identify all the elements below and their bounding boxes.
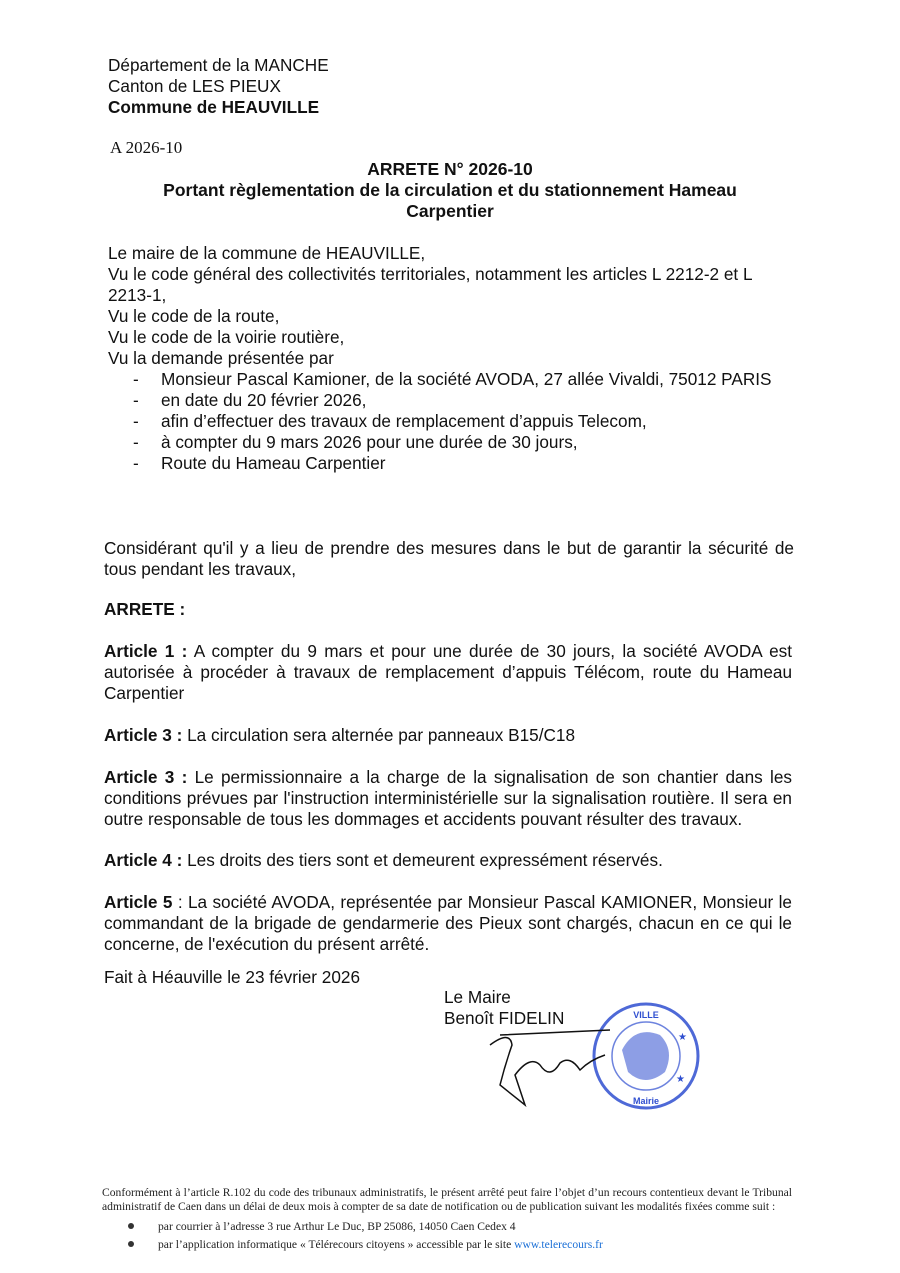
svg-text:VILLE: VILLE	[633, 1010, 659, 1020]
telerecours-link[interactable]: www.telerecours.fr	[514, 1238, 603, 1251]
preamble	[108, 243, 793, 474]
telerecours-text: par l’application informatique « Télérecours citoyens » accessible par le site	[158, 1238, 512, 1251]
request-details	[108, 369, 793, 474]
list-item	[102, 1236, 792, 1254]
signatory	[444, 987, 564, 1029]
list-item: - Route du Hameau Carpentier	[133, 453, 386, 473]
vu-demande: Vu la demande présentée par	[108, 348, 334, 368]
article-label: Article 3 :	[104, 767, 188, 787]
item-text: Monsieur Pascal Kamioner, de la société AVODA, 27 allée Vivaldi, 75012 PARIS	[161, 369, 772, 389]
bullet-icon	[128, 1223, 134, 1229]
vu-cgct-cont: 2213-1,	[108, 285, 167, 305]
legal-notice	[102, 1186, 792, 1254]
commune: Commune de HEAUVILLE	[108, 97, 320, 117]
article-text: Le permissionnaire a la charge de la signalisation de son chantier dans les conditions prévues par l'instruction interministérielle sur la signalisation routière. Il sera en outre responsable de tous les dommages et accidents pouvant résulter des travaux.	[104, 767, 792, 829]
signatory-title: Le Maire	[444, 987, 511, 1007]
appeal-notice: Conformément à l’article R.102 du code des tribunaux administratifs, le présent arrêté peut faire l’objet d’un recours contentieux devant le Tribunal administratif de Caen dans un délai de deux mois à compter de sa date de notification ou de publication suivant les modalités fixées comme suit :	[102, 1186, 792, 1213]
article-1	[104, 641, 792, 704]
item-text: en date du 20 février 2026,	[161, 390, 367, 410]
list-item: - afin d’effectuer des travaux de remplacement d’appuis Telecom,	[133, 411, 647, 431]
bullet-icon	[128, 1241, 134, 1247]
article-4	[104, 850, 792, 871]
article-label: Article 5	[104, 892, 173, 912]
considerant: Considérant qu'il y a lieu de prendre des mesures dans le but de garantir la sécurité de tous pendant les travaux,	[104, 538, 794, 579]
document-title	[100, 159, 800, 222]
list-item	[102, 1218, 792, 1236]
place-date: Fait à Héauville le 23 février 2026	[104, 967, 361, 987]
svg-text:Mairie: Mairie	[632, 1096, 660, 1106]
postal-address: par courrier à l’adresse 3 rue Arthur Le Duc, BP 25086, 14050 Caen Cedex 4	[158, 1220, 516, 1233]
list-item: - à compter du 9 mars 2026 pour une durée de 30 jours,	[133, 432, 578, 452]
article-text: : La société AVODA, représentée par Monsieur Pascal KAMIONER, Monsieur le commandant de la brigade de gendarmerie des Pieux sont chargés, chacun en ce qui le concerne, de l'exécution du présent arrêté.	[104, 892, 792, 954]
appeal-methods	[102, 1218, 792, 1254]
arrete-label: ARRETE :	[104, 599, 186, 619]
vu-voirie: Vu le code de la voirie routière,	[108, 327, 345, 347]
department: Département de la MANCHE	[108, 55, 329, 75]
article-text: A compter du 9 mars et pour une durée de 30 jours, la société AVODA est autorisée à procéder à travaux de remplacement d’appuis Télécom, route du Hameau Carpentier	[104, 641, 793, 703]
article-2	[104, 725, 792, 746]
reference-number: A 2026-10	[110, 138, 183, 157]
item-text: à compter du 9 mars 2026 pour une durée de 30 jours,	[161, 432, 578, 452]
title-subject: Portant règlementation de la circulation et du stationnement Hameau	[163, 180, 737, 200]
article-label: Article 1 :	[104, 641, 188, 661]
vu-cgct: Vu le code général des collectivités territoriales, notamment les articles L 2212-2 et L	[108, 264, 753, 284]
item-text: Route du Hameau Carpentier	[161, 453, 386, 473]
issuer-header	[108, 55, 329, 118]
mayor-line: Le maire de la commune de HEAUVILLE,	[108, 243, 426, 263]
vu-code-route: Vu le code de la route,	[108, 306, 280, 326]
signatory-name: Benoît FIDELIN	[444, 1008, 565, 1028]
canton: Canton de LES PIEUX	[108, 76, 281, 96]
article-text: Les droits des tiers sont et demeurent expressément réservés.	[187, 850, 663, 870]
article-3	[104, 767, 792, 830]
svg-text:★: ★	[676, 1074, 685, 1085]
item-text: afin d’effectuer des travaux de remplacement d’appuis Telecom,	[161, 411, 647, 431]
list-item: - en date du 20 février 2026,	[133, 390, 367, 410]
svg-text:★: ★	[678, 1032, 687, 1043]
article-text: La circulation sera alternée par panneaux B15/C18	[187, 725, 576, 745]
article-5	[104, 892, 792, 955]
title-number: ARRETE N° 2026-10	[367, 159, 533, 179]
article-label: Article 4 :	[104, 850, 183, 870]
list-item: - Monsieur Pascal Kamioner, de la société AVODA, 27 allée Vivaldi, 75012 PARIS	[133, 369, 772, 389]
mayor-signature	[480, 1025, 620, 1110]
article-label: Article 3 :	[104, 725, 183, 745]
title-subject-cont: Carpentier	[406, 201, 494, 221]
